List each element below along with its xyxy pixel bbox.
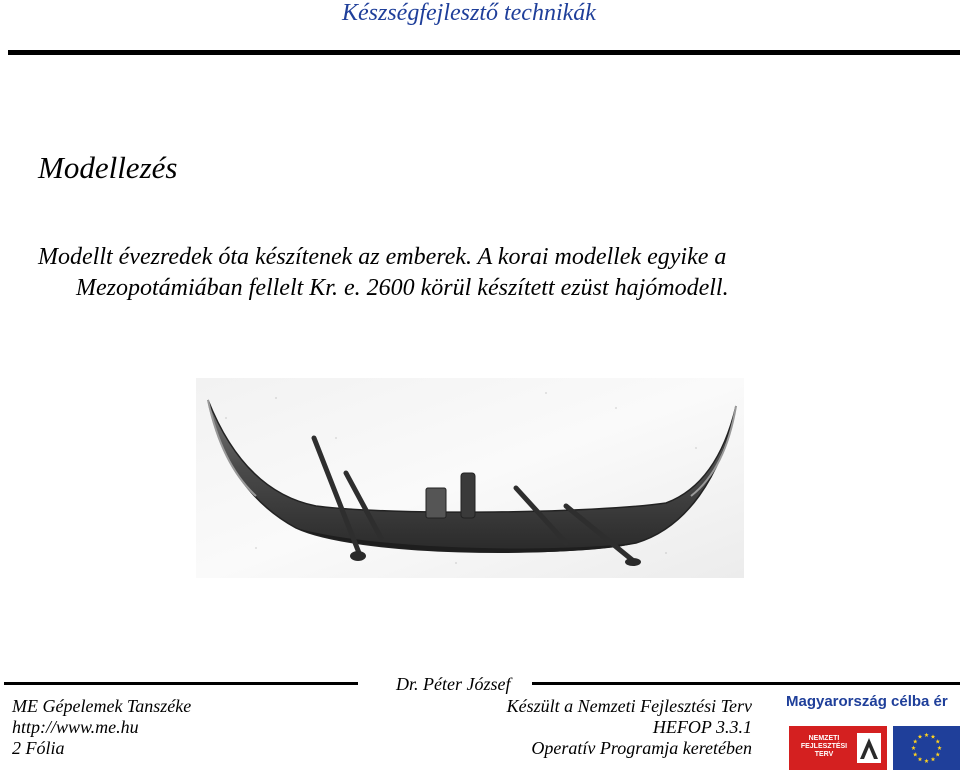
boat-model-photo [196, 378, 744, 578]
footer-divider-left [4, 682, 358, 685]
funding-line-3: Operatív Programja keretében [531, 738, 752, 758]
nft-logo [789, 726, 887, 770]
slide-body [38, 242, 918, 304]
footer-funding-info [507, 696, 752, 759]
nft-logo-line-3: TERV [814, 751, 834, 758]
department-name: ME Gépelemek Tanszéke [12, 696, 192, 716]
nft-logo-line-2: FEJLESZTÉSI [800, 743, 848, 750]
body-line-1: Modellt évezredek óta készítenek az emberek. A korai modellek egyike a [38, 244, 727, 270]
footer-divider-right [532, 682, 960, 685]
author-name: Dr. Péter József [396, 674, 511, 694]
header-divider [8, 50, 960, 55]
header-title: Készségfejlesztő technikák [342, 0, 596, 26]
slide-number: 2 Fólia [12, 738, 65, 758]
footer-left-info [12, 696, 191, 759]
funding-line-1: Készült a Nemzeti Fejlesztési Terv [506, 696, 752, 716]
nft-logo-line-1: NEMZETI [808, 735, 840, 742]
slide-title: Modellezés [38, 150, 178, 185]
eu-flag-icon [893, 726, 960, 770]
body-line-2: Mezopotámiában fellelt Kr. e. 2600 körül készített ezüst hajómodell. [76, 275, 729, 301]
nft-mark-icon [856, 732, 882, 764]
website-url: http://www.me.hu [12, 717, 139, 737]
funding-line-2: HEFOP 3.3.1 [652, 717, 752, 737]
slogan-text: Magyarország célba ér [786, 693, 948, 710]
